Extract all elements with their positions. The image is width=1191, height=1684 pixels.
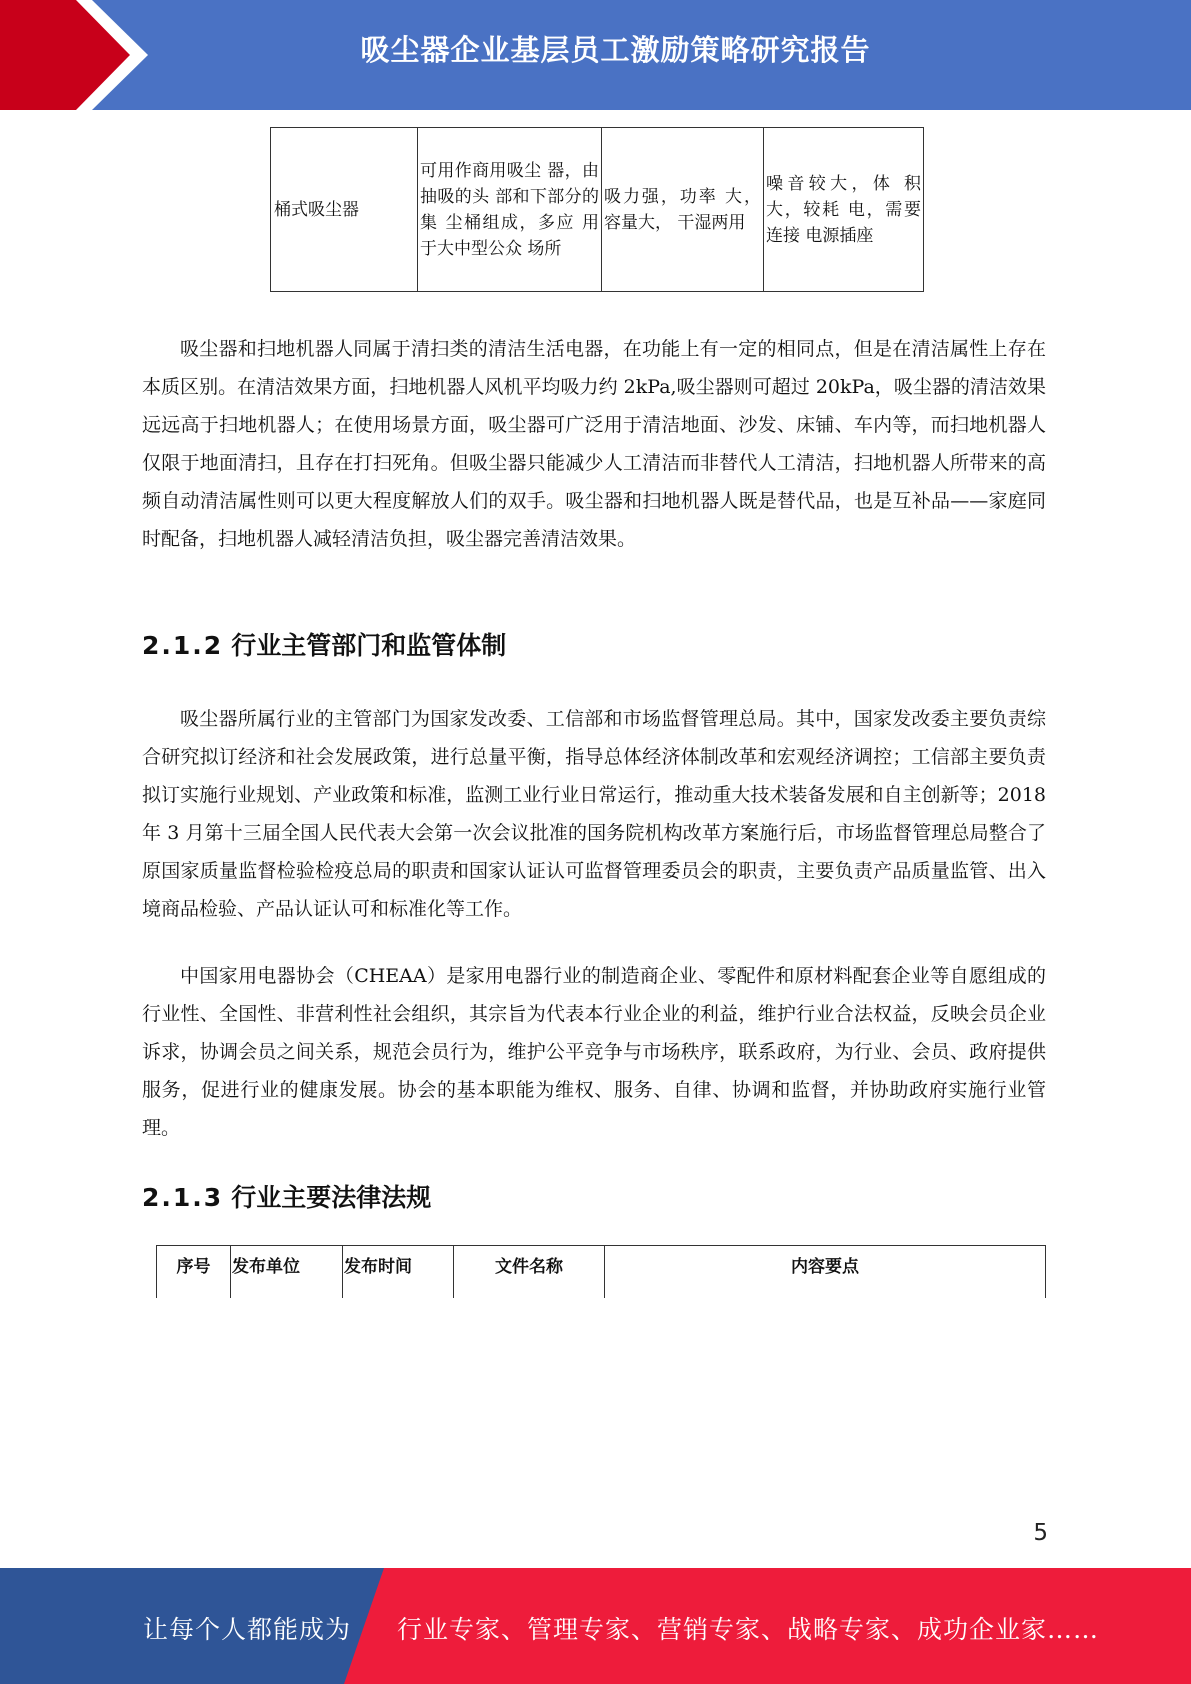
heading-number: 2.1.2	[142, 631, 224, 660]
section-heading-2-1-2	[142, 626, 506, 662]
laws-table	[156, 1245, 1046, 1298]
footer-slogan-left: 让每个人都能成为	[143, 1615, 352, 1644]
paragraph-regulators: 吸尘器所属行业的主管部门为国家发改委、工信部和市场监督管理总局。其中，国家发改委主要负责综合研究拟订经济和社会发展政策，进行总量平衡，指导总体经济体制改革和宏观经济调控；工信部主要负责拟订实施行业规划、产业政策和标准，监测工业行业日常运行，推动重大技术装备发展和自主创新等；2018 年 3 月第十三届全国人民代表大会第一次会议批准的国务院机构改革方案施行后，市场监督管理总局整合了原国家质量监督检验检疫总局的职责和国家认证认可监督管理委员会的职责，主要负责产品质量监管、出入境商品检验、产品认证认可和标准化等工作。	[142, 708, 1046, 920]
heading-number: 2.1.3	[142, 1183, 224, 1212]
header-title: 吸尘器企业基层员工激励策略研究报告	[360, 33, 871, 67]
col-header-index: 序号	[157, 1246, 231, 1299]
col-header-document: 文件名称	[454, 1246, 605, 1299]
table-cell-pros: 吸力强，功率 大，容量大， 干湿两用	[602, 128, 764, 292]
table-row	[271, 128, 924, 292]
footer-slogan-right: 行业专家、管理专家、营销专家、战略专家、成功企业家……	[397, 1615, 1100, 1644]
page-header	[0, 0, 1191, 110]
col-header-publisher: 发布单位	[231, 1246, 343, 1299]
heading-text: 行业主管部门和监管体制	[231, 631, 507, 660]
heading-text: 行业主要法律法规	[231, 1183, 432, 1212]
paragraph-comparison: 吸尘器和扫地机器人同属于清扫类的清洁生活电器，在功能上有一定的相同点，但是在清洁属性上存在本质区别。在清洁效果方面，扫地机器人风机平均吸力约 2kPa,吸尘器则可超过 20kPa，吸尘器的清洁效果远远高于扫地机器人；在使用场景方面，吸尘器可广泛用于清洁地面、沙发、床铺、车内等，而扫地机器人仅限于地面清扫，且存在打扫死角。但吸尘器只能减少人工清洁而非替代人工清洁，扫地机器人所带来的高频自动清洁属性则可以更大程度解放人们的双手。吸尘器和扫地机器人既是替代品，也是互补品——家庭同时配备，扫地机器人减轻清洁负担，吸尘器完善清洁效果。	[142, 338, 1046, 550]
section-heading-2-1-3	[142, 1178, 431, 1214]
table-header-row	[157, 1246, 1046, 1299]
page-footer	[0, 1568, 1191, 1684]
table-cell-type: 桶式吸尘器	[271, 128, 418, 292]
table-cell-cons: 噪音较大，体 积大，较耗 电，需要连接 电源插座	[764, 128, 924, 292]
table-cell-use: 可用作商用吸尘 器，由抽吸的头 部和下部分的集 尘桶组成，多应 用于大中型公众 场所	[418, 128, 602, 292]
col-header-key-points: 内容要点	[605, 1246, 1046, 1299]
vacuum-type-table	[270, 127, 924, 292]
page-number: 5	[1033, 1520, 1048, 1546]
col-header-date: 发布时间	[343, 1246, 454, 1299]
paragraph-cheaa: 中国家用电器协会（CHEAA）是家用电器行业的制造商企业、零配件和原材料配套企业等自愿组成的行业性、全国性、非营利性社会组织，其宗旨为代表本行业企业的利益，维护行业合法权益，反映会员企业诉求，协调会员之间关系，规范会员行为，维护公平竞争与市场秩序，联系政府，为行业、会员、政府提供服务，促进行业的健康发展。协会的基本职能为维权、服务、自律、协调和监督，并协助政府实施行业管理。	[142, 965, 1046, 1139]
